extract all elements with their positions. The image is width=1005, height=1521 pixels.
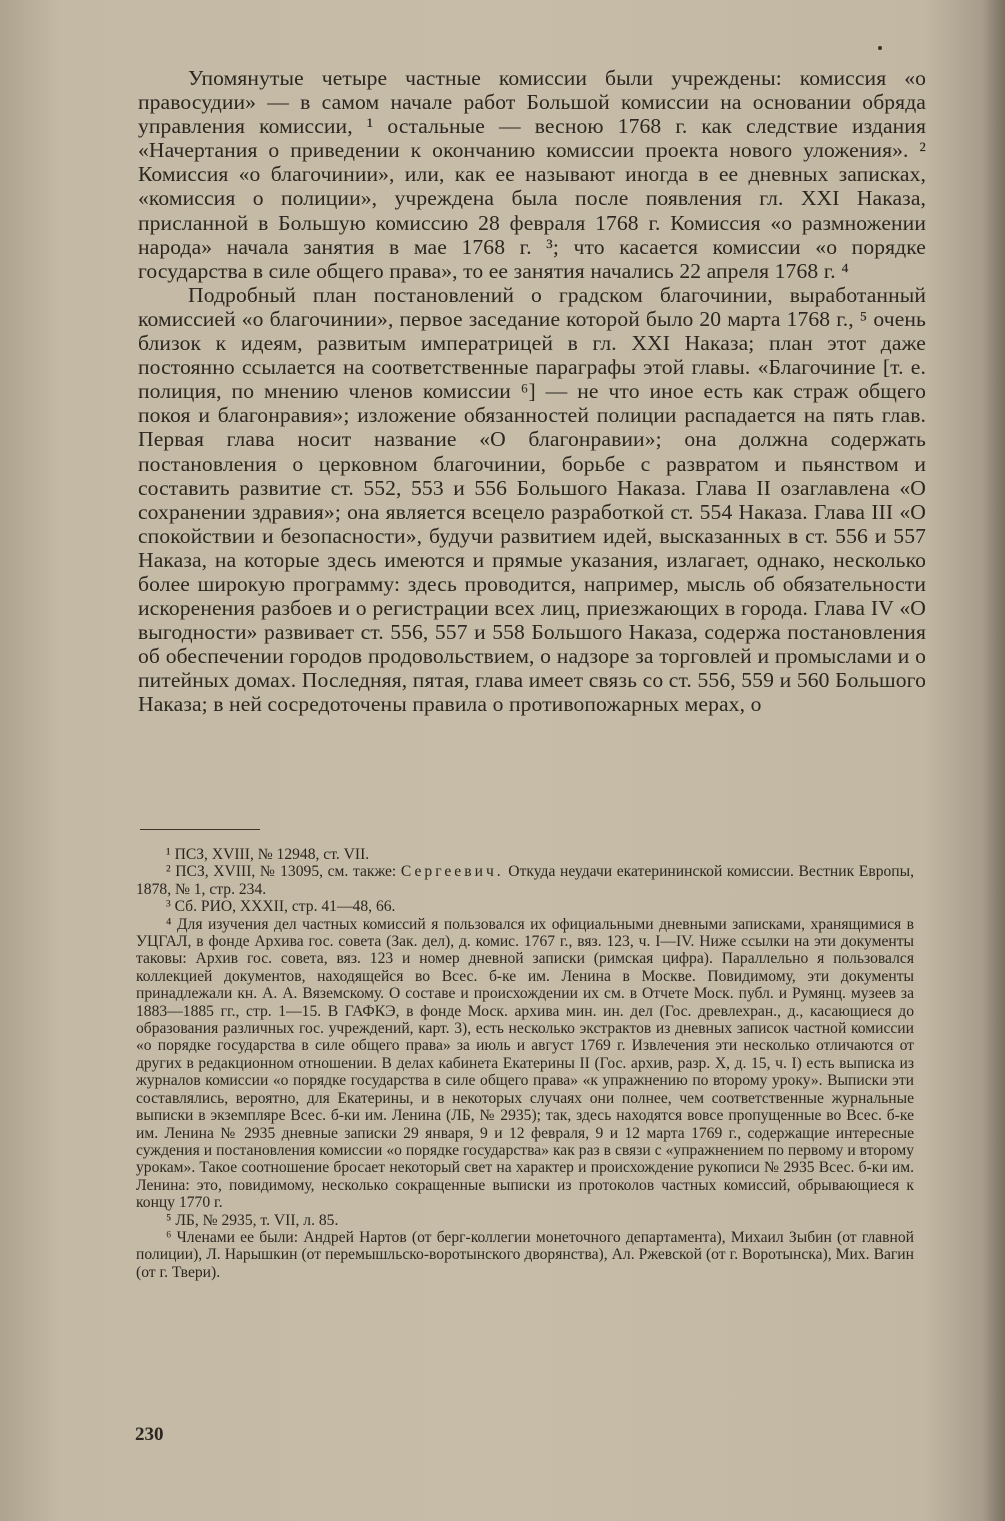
footnotes	[136, 846, 914, 1281]
ink-dot	[878, 46, 882, 50]
footnote-5: ⁵ ЛБ, № 2935, т. VII, л. 85.	[166, 1211, 339, 1229]
footnote-3: ³ Сб. РИО, XXXII, стр. 41—48, 66.	[166, 898, 396, 916]
paragraph-1: Упомянутые четыре частные комиссии были учреждены: комиссия «о правосудии» — в самом начале работ Большой комиссии на основании обряда управления комиссии, ¹ остальные — весною 1768 г. как следствие издания «Начертания о приведении к окончанию комиссии проекта нового уложения». ² Комиссия «о благочинии», или, как ее называют иногда в ее дневных записках, «комиссия о полиции», учреждена была после появления гл. XXI Наказа, присланной в Большую комиссию 28 февраля 1768 г. Комиссия «о размножении народа» начала занятия в мае 1768 г. ³; что касается комиссии «о порядке государства в силе общего права», то ее занятия начались 22 апреля 1768 г. ⁴	[138, 66, 926, 283]
footnote-1: ¹ ПСЗ, XVIII, № 12948, ст. VII.	[166, 846, 370, 863]
paragraph-2: Подробный план постановлений о градском благочинии, выработанный комиссией «о благочинии», первое заседание которой было 20 марта 1768 г., ⁵ очень близок к идеям, развитым императрицей в гл. XXI Наказа; план этот даже постоянно ссылается на соответственные параграфы этой главы. «Благочиние [т. е. полиция, по мнению членов комиссии ⁶] — не что иное есть как страж общего покоя и благонравия»; изложение обязанностей полиции распадается на пять глав. Первая глава носит название «О благонравии»; она должна содержать постановления о церковном благочинии, борьбе с развратом и пьянством и составить развитие ст. 552, 553 и 556 Большого Наказа. Глава II озаглавлена «О сохранении здравия»; она является всецело разработкой ст. 554 Наказа. Глава III «О спокойствии и безопасности», будучи развитием идей, высказанных в ст. 556 и 557 Наказа, на которые здесь имеются и прямые указания, излагает, однако, несколько более широкую программу: здесь проводится, например, мысль об обязательности искоренения разбоев и о регистрации всех лиц, приезжающих в города. Глава IV «О выгодности» развивает ст. 556, 557 и 558 Большого Наказа, содержа постановления об обеспечении городов продовольствием, о надзоре за торговлей и промыслами и о питейных домах. Последняя, пятая, глава имеет связь со ст. 556, 559 и 560 Большого Наказа; в ней сосредоточены правила о противопожарных мерах, о	[138, 282, 926, 717]
main-text	[138, 66, 926, 717]
footnote-2: ² ПСЗ, XVIII, № 13095, см. также: Сергеевич. Откуда неудачи екатерининской комиссии. Вестник Европы, 1878, № 1, стр. 234.	[136, 863, 915, 898]
page-number: 230	[135, 1424, 164, 1445]
footnote-4: ⁴ Для изучения дел частных комиссий я пользовался их официальными дневными записками, хранящимися в УЦГАЛ, в фонде Архива гос. совета (Зак. дел), д. комис. 1767 г., вяз. 123, ч. I—IV. Ниже ссылки на эти документы таковы: Архив гос. совета, вяз. 123 и номер дневной записки (римская цифра). Параллельно я пользовался коллекцией документов, находящейся во Всес. б-ке им. Ленина в Москве. Повидимому, эти документы принадлежали кн. А. А. Вяземскому. О составе и происхождении их см. в Отчете Моск. публ. и Румянц. музеев за 1883—1885 гг., стр. 1—15. В ГАФКЭ, в фонде Моск. архива мин. ин. дел (Гос. древлехран., д., касающиеся до образования различных гос. учреждений, карт. 3), есть несколько экстрактов из дневных записок частной комиссии «о порядке государства в силе общего права» за июль и август 1769 г. Извлечения эти несколько отличаются от других в редакционном отношении. В делах кабинета Екатерины II (Гос. архив, разр. X, д. 15, ч. I) есть выписка из журналов комиссии «о порядке государства в силе общего права» «к упражнению по второму уроку». Выписки эти составлялись, вероятно, для Екатерины, и в некоторых случаях они полнее, чем соответственные журнальные выписки в экземпляре Всес. б-ки им. Ленина (ЛБ, № 2935); так, здесь находятся вовсе пропущенные во Всес. б-ке им. Ленина № 2935 дневные записки 29 января, 9 и 12 февраля, 9 и 12 марта 1769 г., содержащие интересные суждения и постановления комиссии «о порядке государства» как раз в связи с «упражнением по первому и второму урокам». Такое соотношение бросает некоторый свет на характер и происхождение рукописи № 2935 Всес. б-ки им. Ленина: это, повидимому, несколько сокращенные выписки из протоколов частных комиссий, обрывающиеся к концу 1770 г.	[136, 915, 914, 1212]
footnote-rule	[140, 829, 260, 830]
footnote-6: ⁶ Членами ее были: Андрей Нартов (от берг-коллегии монеточного департамента), Михаил Зыбин (от главной полиции), Л. Нарышкин (от перемышльско-воротынского дворянства), Ал. Ржевской (от г. Воротынска), Мих. Вагин (от г. Твери).	[136, 1228, 914, 1281]
